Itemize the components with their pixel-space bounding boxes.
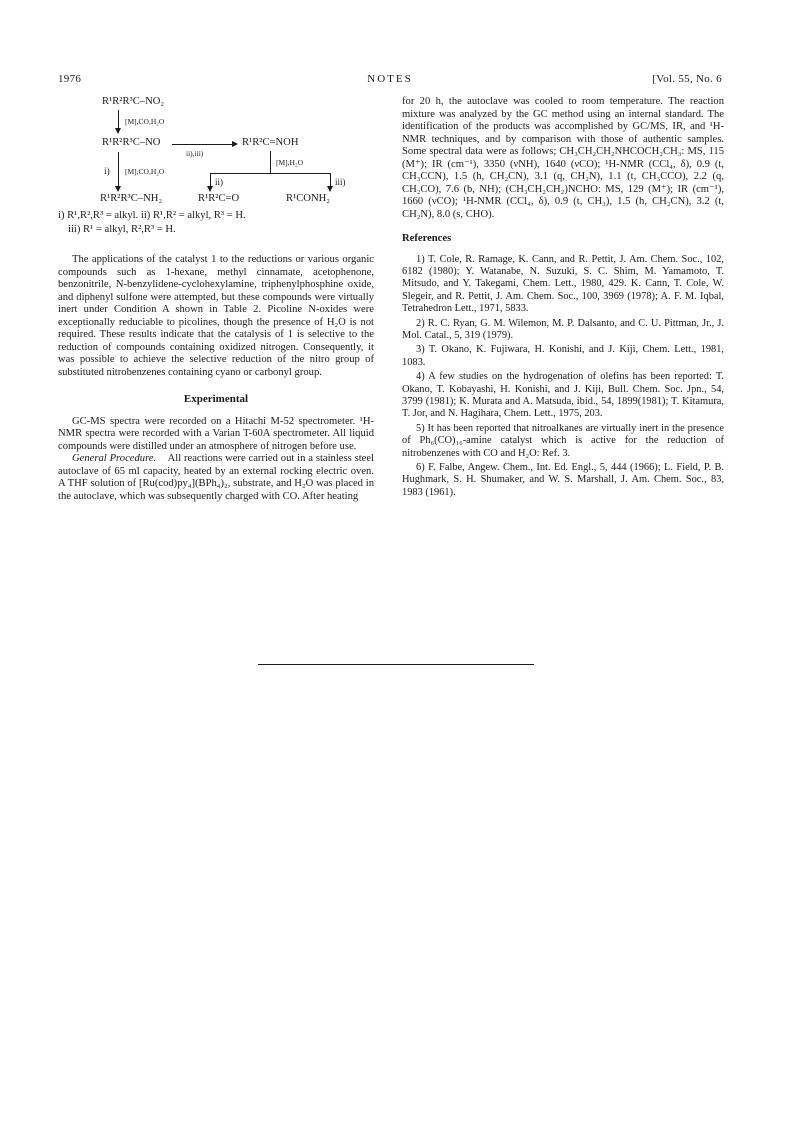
end-rule bbox=[258, 664, 534, 665]
scheme-oxime-stem bbox=[270, 151, 271, 173]
arrowhead-down-icon bbox=[327, 186, 333, 192]
scheme-conditions-1: i) R¹,R²,R³ = alkyl. ii) R¹,R² = alkyl, R³ = H. bbox=[58, 210, 246, 221]
body-paragraph: for 20 h, the autoclave was cooled to room temperature. The reaction mixture was analyzed by the GC method using an internal standard. The identification of the products was accomplished by GC/MS, IR, and ¹H-NMR techniques, and by comparison with those of authentic samples. Some spectral data were as follows; CH₃CH₂CH₂NHCOCH₂CH₃: MS, 115 (M⁺); IR (cm⁻¹), 3350 (νNH), 1640 (νCO); ¹H-NMR (CCl₄, δ), 0.9 (t, CH₃CCN), 1.5 (h, CH₂CN), 3.1 (q, CH₂N), 1.1 (t, CH₃CCO), 2.2 (q, CH₂CO), 7.6 (b, NH); (CH₃CH₂CH₂)NCHO: MS, 129 (M⁺); IR (cm⁻¹), 1660 (νCO); ¹H-NMR (CCl₄, δ), 0.9 (t, CH₃), 1.5 (h, CH₂CN), 3.2 (t, CH₂N), 8.0 (s, CHO). bbox=[402, 96, 724, 220]
scheme-arrow-1 bbox=[118, 110, 119, 130]
reference-item: 1) T. Cole, R. Ramage, K. Cann, and R. Pettit, J. Am. Chem. Soc., 102, 6182 (1980); Y. Watanabe, N. Suzuki, S. C. Shim, M. Yamamoto, T. Mitsudo, and Y. Takegami, Chem. Lett., 1980, 429. K. Cann, T. Cole, W. Slegeir, and R. Pettit, J. Am. Chem. Soc., 100, 3969 (1978); A. F. M. Iqbal, Tetrahedron Lett., 1971, 5833. bbox=[402, 253, 724, 315]
reference-item: 5) It has been reported that nitroalkanes are virtually inert in the presence of Ph₆(CO)₁₆-amine catalyst which is active for the reduction of nitrobenzenes with CO and H₂O: Ref. 3. bbox=[402, 422, 724, 459]
scheme-oxime: R¹R²C=NOH bbox=[242, 137, 299, 148]
scheme-arrow-2 bbox=[118, 152, 119, 188]
scheme-ketone: R¹R²C=O bbox=[198, 193, 240, 204]
running-header bbox=[58, 73, 722, 87]
body-paragraph: The applications of the catalyst 1 to the reductions or various organic compounds such as 1-hexane, methyl cinnamate, acetophenone, benzonitrile, N-benzylidene-cyclohexylamine, triphenylphosphine oxide, and diphenyl sulfone were attempted, but these compounds were virtually inert under Condition A shown in Table 2. Picoline N-oxides were exceptionally reduciable to picolines, though the presence of H₂O is not required. These results indicate that the catalysis of 1 is selective to the reduction of compounds containing oxidized nitrogen. Consequently, it was possible to achieve the selective reduction of the nitro group of substituted nitrobenzenes containing cyano or carbonyl group. bbox=[58, 254, 374, 378]
arrowhead-down-icon bbox=[207, 186, 213, 192]
section-heading-references: References bbox=[402, 233, 452, 244]
scheme-nitro: R¹R²R³C–NO₂ bbox=[102, 96, 165, 107]
scheme-amine: R¹R²R³C–NH₂ bbox=[100, 193, 163, 204]
reference-item: 2) R. C. Ryan, G. M. Wilemon, M. P. Dalsanto, and C. U. Pittman, Jr., J. Mol. Catal., 5, 319 (1979). bbox=[402, 317, 724, 341]
scheme-arrow-3-label: [M],H₂O bbox=[276, 158, 303, 167]
arrowhead-down-icon bbox=[115, 186, 121, 192]
scheme-arrow-right bbox=[172, 144, 234, 145]
arrowhead-down-icon bbox=[115, 128, 121, 134]
scheme-iii-label: iii) bbox=[335, 177, 346, 187]
scheme-nitroso: R¹R²R³C–NO bbox=[102, 137, 161, 148]
reference-item: 3) T. Okano, K. Fujiwara, H. Konishi, and J. Kiji, Chem. Lett., 1981, 1083. bbox=[402, 344, 724, 368]
page-number: 1976 bbox=[58, 73, 82, 85]
right-column bbox=[402, 96, 724, 501]
scheme-arrow-2-prefix: i) bbox=[104, 167, 110, 177]
scheme-conditions-2: iii) R¹ = alkyl, R²,R³ = H. bbox=[68, 224, 176, 235]
scheme-arrow-2-label: [M],CO,H₂O bbox=[125, 167, 165, 176]
section-heading-experimental: Experimental bbox=[183, 393, 249, 405]
scheme-ii-label: ii) bbox=[215, 177, 223, 187]
section-name: NOTES bbox=[367, 73, 413, 85]
arrowhead-right-icon bbox=[232, 141, 238, 147]
left-column bbox=[58, 96, 374, 503]
volume-label: [Vol. 55, No. 6 bbox=[652, 73, 722, 85]
reference-item: 6) F. Falbe, Angew. Chem., Int. Ed. Engl., 5, 444 (1966); L. Field, P. B. Hughmark, S. H. Shumaker, and W. S. Marshall, J. Am. Chem. Soc., 83, 1983 (1961). bbox=[402, 462, 724, 498]
body-paragraph bbox=[58, 453, 374, 503]
scheme-arrow-1-label: [M],CO,H₂O bbox=[125, 117, 165, 126]
scheme-amide: R¹CONH₂ bbox=[286, 193, 330, 204]
body-paragraph: GC-MS spectra were recorded on a Hitachi M-52 spectrometer. ¹H-NMR spectra were recorded with a Varian T-60A spectrometer. All liquid compounds were distilled under an atmosphere of nitrogen before use. bbox=[58, 415, 374, 452]
scheme-arrow-right-label: ii),iii) bbox=[186, 149, 204, 158]
reference-list bbox=[402, 254, 724, 500]
reference-item: 4) A few studies on the hydrogenation of olefins has been reported: T. Okano, T. Kobayashi, H. Konishi, and J. Kiji, Bull. Chem. Soc. Jpn., 54, 3799 (1981); K. Murata and A. Matsuda, ibid., 54, 1899(1981); T. Kitamura, T. Jor, and N. Hagihara, Chem. Lett., 1975, 203. bbox=[402, 371, 724, 420]
procedure-heading: General Procedure. bbox=[72, 453, 157, 464]
procedure-text: All reactions were carried out in a stainless steel autoclave of 65 ml capacity, heated by an external rocking electric oven. A THF solution of [Ru(cod)py₄](BPh₄)₂, substrate, and H₂O was placed in the autoclave, which was subsequently charged with CO. After heating bbox=[58, 453, 375, 502]
scheme-branch-line bbox=[210, 173, 330, 174]
reaction-scheme bbox=[58, 96, 374, 254]
